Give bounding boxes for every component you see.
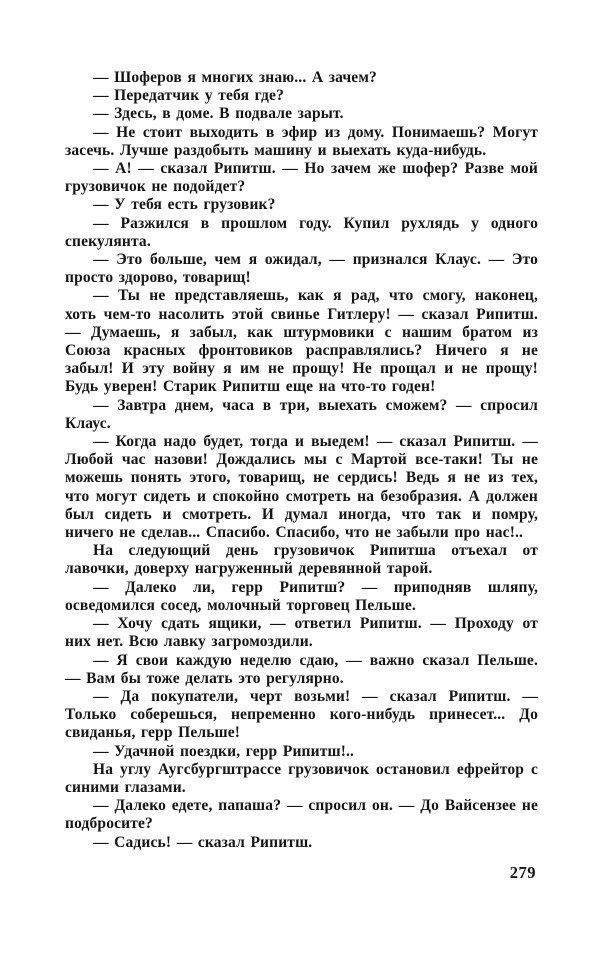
paragraph: — Я свои каждую неделю сдаю, — важно сказал Пельше. — Вам бы тоже делать это регулярно.	[65, 651, 538, 687]
paragraph: — Когда надо будет, тогда и выедем! — сказал Рипитш. — Любой час назови! Дождались мы с Мартой все-таки! Ты не можешь понять этого, товарищ, не сердись! Ведь я не из тех, что могут сидеть и спокойно смотреть на безобразия. А должен был сидеть и смотреть. И думал иногда, что так и помру, ничего не сделав... Спасибо. Спасибо, что не забыли про нас!..	[65, 433, 538, 542]
paragraph: — Не стоит выходить в эфир из дому. Понимаешь? Могут засечь. Лучше раздобыть машину и выехать куда-нибудь.	[65, 123, 538, 159]
paragraph: На углу Аугсбургштрассе грузовичок остановил ефрейтор с синими глазами.	[65, 760, 538, 796]
paragraph: — У тебя есть грузовик?	[93, 196, 276, 214]
paragraph: — Садись! — сказал Рипитш.	[93, 833, 313, 851]
paragraph: — Передатчик у тебя где?	[93, 87, 284, 105]
paragraph: — Шоферов я многих знаю... А зачем?	[93, 69, 377, 86]
paragraph: На следующий день грузовичок Рипитша отъехал от лавочки, доверху нагруженный деревянной тарой.	[65, 542, 538, 578]
paragraph: — Далеко ли, герр Рипитш? — приподняв шляпу, осведомился сосед, молочный торговец Пельше.	[65, 578, 538, 614]
paragraph: — Это больше, чем я ожидал, — признался Клаус. — Это просто здорово, товарищ!	[65, 251, 538, 287]
paragraph: — Завтра днем, часа в три, выехать сможем? — спросил Клаус.	[65, 396, 538, 432]
paragraph: — Удачной поездки, герр Рипитш!..	[93, 742, 355, 760]
paragraph: — Далеко едете, папаша? — спросил он. — До Вайсензее не подбросите?	[65, 797, 538, 833]
page-text	[65, 69, 538, 852]
paragraph: — Ты не представляешь, как я рад, что смогу, наконец, хоть чем-то насолить этой свинье Гитлеру! — сказал Рипитш. — Думаешь, я забыл, как штурмовики с нашим братом из Союза красных фронтовиков расправлялись? Ничего я не забыл! И эту войну я им не прощу! Не прощал и не прощу! Будь уверен! Старик Рипитш еще на что-то годен!	[65, 287, 538, 396]
paragraph: — Здесь, в доме. В подвале зарыт.	[93, 105, 344, 123]
paragraph: — Хочу сдать ящики, — ответил Рипитш. — Проходу от них нет. Всю лавку загромоздили.	[65, 615, 538, 651]
paragraph: — Да покупатели, черт возьми! — сказал Рипитш. — Только соберешься, непременно кого-нибудь принесет... До свиданья, герр Пельше!	[65, 687, 538, 742]
paragraph: — Разжился в прошлом году. Купил рухлядь у одного спекулянта.	[65, 214, 538, 250]
page-number: 279	[509, 863, 536, 882]
paragraph: — А! — сказал Рипитш. — Но зачем же шофер? Разве мой грузовичок не подойдет?	[65, 160, 538, 196]
